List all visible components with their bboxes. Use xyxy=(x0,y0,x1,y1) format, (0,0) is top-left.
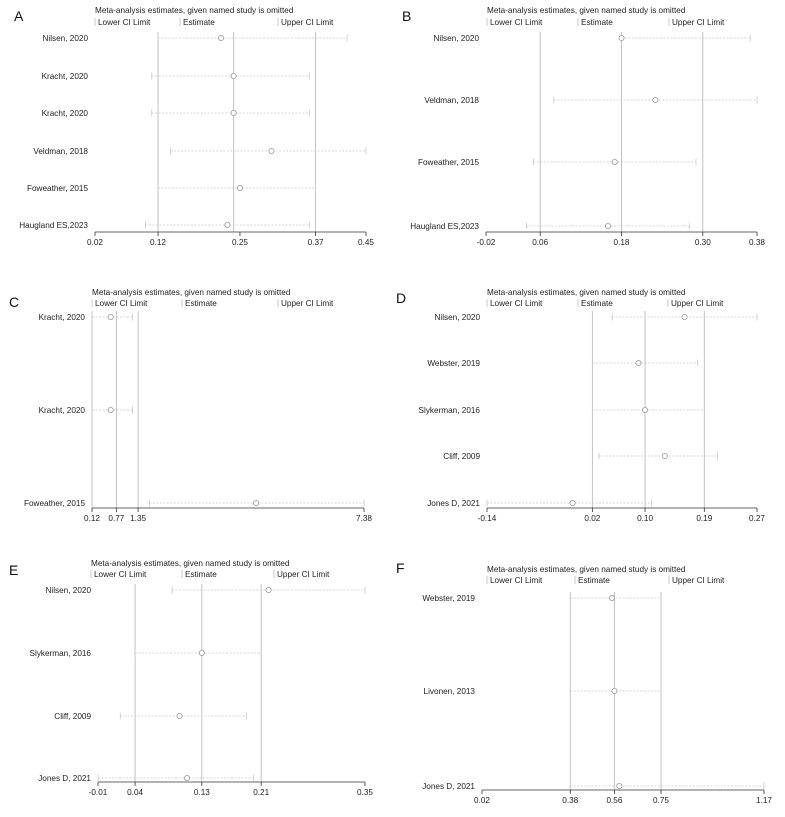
estimate-marker xyxy=(612,688,617,693)
estimate-marker xyxy=(108,314,113,319)
estimate-marker xyxy=(231,110,236,115)
estimate-marker xyxy=(184,775,189,780)
legend-label: Upper CI Limit xyxy=(281,18,334,27)
legend-item xyxy=(182,299,217,308)
legend-label: Estimate xyxy=(183,18,215,27)
study-row xyxy=(19,221,309,230)
x-tick-label: 0.02 xyxy=(474,796,490,805)
estimate-marker xyxy=(218,35,223,40)
x-tick-label: 0.56 xyxy=(606,796,623,805)
legend-label: Upper CI Limit xyxy=(277,570,330,579)
study-label: Nilsen, 2020 xyxy=(434,313,480,322)
study-label: Kracht, 2020 xyxy=(38,313,85,322)
legend-item xyxy=(91,570,147,579)
x-tick-label: 0.25 xyxy=(231,238,248,247)
legend-item xyxy=(487,576,543,585)
legend-label: Lower CI Limit xyxy=(490,18,543,27)
legend-label: Lower CI Limit xyxy=(490,299,543,308)
legend-item xyxy=(487,299,543,308)
x-tick-label: -0.14 xyxy=(477,514,497,523)
estimate-marker xyxy=(253,500,258,505)
panel-letter: D xyxy=(396,290,407,306)
study-row xyxy=(418,158,696,167)
study-label: Jones D, 2021 xyxy=(427,499,480,508)
panel-e xyxy=(0,556,392,806)
estimate-marker xyxy=(653,97,658,102)
study-row xyxy=(410,222,689,231)
legend-label: Lower CI Limit xyxy=(94,570,147,579)
estimate-marker xyxy=(617,783,622,788)
legend-item xyxy=(575,576,610,585)
study-row xyxy=(42,72,310,81)
estimate-marker xyxy=(269,148,274,153)
study-label: Nilsen, 2020 xyxy=(433,34,479,43)
forest-plot xyxy=(0,556,392,806)
study-row xyxy=(424,96,757,105)
study-label: Foweather, 2015 xyxy=(418,158,479,167)
study-label: Kracht, 2020 xyxy=(41,109,88,118)
study-row xyxy=(443,452,717,461)
study-label: Jones D, 2021 xyxy=(38,774,91,783)
x-tick-label: 0.02 xyxy=(584,514,601,523)
estimate-marker xyxy=(266,587,271,592)
legend-item xyxy=(578,299,613,308)
x-tick-label: 1.35 xyxy=(130,514,147,523)
study-label: Webster, 2019 xyxy=(427,359,480,368)
legend-label: Upper CI Limit xyxy=(671,299,724,308)
legend-item xyxy=(669,576,725,585)
legend-item xyxy=(578,18,613,27)
chart-title: Meta-analysis estimates, given named study is omitted xyxy=(487,288,686,297)
estimate-marker xyxy=(108,407,113,412)
study-row xyxy=(427,499,651,508)
study-row xyxy=(424,687,661,696)
study-label: Cliff, 2009 xyxy=(54,712,91,721)
panel-letter: E xyxy=(9,562,19,578)
study-row xyxy=(45,586,365,595)
panel-letter: B xyxy=(402,8,412,24)
chart-title: Meta-analysis estimates, given named study is omitted xyxy=(487,6,686,15)
legend-label: Upper CI Limit xyxy=(672,576,725,585)
x-tick-label: 0.06 xyxy=(532,238,549,247)
estimate-marker xyxy=(199,650,204,655)
legend-label: Upper CI Limit xyxy=(281,299,334,308)
estimate-marker xyxy=(570,500,575,505)
study-label: Jones D, 2021 xyxy=(422,782,475,791)
study-label: Nilsen, 2020 xyxy=(42,34,88,43)
x-tick-label: 0.02 xyxy=(87,238,103,247)
x-tick-label: 7.38 xyxy=(356,514,372,523)
panel-letter: C xyxy=(9,294,20,310)
x-tick-label: 0.30 xyxy=(694,238,711,247)
legend-label: Estimate xyxy=(185,299,217,308)
x-tick-label: 0.38 xyxy=(749,238,765,247)
chart-title: Meta-analysis estimates, given named study is omitted xyxy=(92,288,291,297)
x-tick-label: 0.19 xyxy=(696,514,713,523)
x-tick-label: 0.38 xyxy=(562,796,579,805)
x-tick-label: 0.27 xyxy=(749,514,765,523)
legend-item xyxy=(180,18,215,27)
x-tick-label: -0.02 xyxy=(476,238,496,247)
legend-item xyxy=(278,18,334,27)
study-row xyxy=(24,499,364,508)
x-tick-label: 0.35 xyxy=(357,788,373,797)
study-label: Kracht, 2020 xyxy=(41,72,88,81)
x-tick-label: 0.13 xyxy=(193,788,210,797)
estimate-marker xyxy=(609,595,614,600)
estimate-marker xyxy=(225,222,230,227)
study-label: Haugland ES,2023 xyxy=(410,222,479,231)
x-tick-label: 0.12 xyxy=(150,238,166,247)
legend-item xyxy=(182,570,217,579)
x-tick-label: 0.75 xyxy=(653,796,669,805)
legend-label: Estimate xyxy=(578,576,610,585)
x-tick-label: 0.45 xyxy=(358,238,374,247)
x-tick-label: 0.21 xyxy=(253,788,270,797)
legend-item xyxy=(668,299,724,308)
study-row xyxy=(54,712,246,721)
estimate-marker xyxy=(612,159,617,164)
study-row xyxy=(27,184,316,193)
legend-item xyxy=(278,299,334,308)
legend-label: Estimate xyxy=(581,299,613,308)
estimate-marker xyxy=(662,453,667,458)
panel-a xyxy=(0,0,392,262)
study-label: Nilsen, 2020 xyxy=(45,586,91,595)
x-tick-label: 0.12 xyxy=(84,514,100,523)
x-tick-label: -0.01 xyxy=(88,788,108,797)
x-tick-label: 0.04 xyxy=(127,788,144,797)
panel-f xyxy=(392,556,785,817)
study-row xyxy=(42,34,347,43)
chart-title: Meta-analysis estimates, given named study is omitted xyxy=(487,565,686,574)
forest-plot xyxy=(0,282,392,542)
study-label: Cliff, 2009 xyxy=(443,452,480,461)
x-tick-label: 0.10 xyxy=(637,514,654,523)
study-row xyxy=(434,313,757,322)
chart-title: Meta-analysis estimates, given named study is omitted xyxy=(95,6,294,15)
study-row xyxy=(42,109,310,118)
study-row xyxy=(39,313,133,322)
x-tick-label: 0.18 xyxy=(613,238,630,247)
estimate-marker xyxy=(619,35,624,40)
study-label: Veldman, 2018 xyxy=(424,96,479,105)
study-row xyxy=(30,649,262,658)
study-row xyxy=(39,406,133,415)
estimate-marker xyxy=(237,185,242,190)
study-label: Livonen, 2013 xyxy=(423,687,475,696)
estimate-marker xyxy=(642,407,647,412)
study-row xyxy=(33,147,366,156)
forest-plot xyxy=(392,556,785,817)
x-tick-label: 0.37 xyxy=(307,238,324,247)
study-label: Foweather, 2015 xyxy=(27,184,88,193)
chart-title: Meta-analysis estimates, given named study is omitted xyxy=(91,559,290,568)
forest-plot xyxy=(0,0,392,262)
forest-plot xyxy=(392,0,785,262)
forest-plot xyxy=(392,282,785,542)
study-row xyxy=(422,594,661,603)
x-tick-label: 1.17 xyxy=(756,796,772,805)
legend-item xyxy=(487,18,543,27)
estimate-marker xyxy=(177,713,182,718)
estimate-marker xyxy=(636,360,641,365)
legend-label: Upper CI Limit xyxy=(672,18,725,27)
panel-d xyxy=(392,282,785,542)
study-label: Veldman, 2018 xyxy=(33,147,88,156)
study-label: Haugland ES,2023 xyxy=(19,221,88,230)
legend-label: Lower CI Limit xyxy=(490,576,543,585)
legend-label: Lower CI Limit xyxy=(95,299,148,308)
panel-b xyxy=(392,0,785,262)
study-label: Foweather, 2015 xyxy=(24,499,85,508)
panel-c xyxy=(0,282,392,542)
x-tick-label: 0.77 xyxy=(108,514,125,523)
study-label: Slykerman, 2016 xyxy=(29,649,91,658)
study-row xyxy=(419,406,705,415)
estimate-marker xyxy=(682,314,687,319)
estimate-marker xyxy=(231,73,236,78)
study-label: Slykerman, 2016 xyxy=(418,406,480,415)
legend-item xyxy=(95,18,151,27)
study-row xyxy=(427,359,697,368)
legend-label: Lower CI Limit xyxy=(98,18,151,27)
study-label: Webster, 2019 xyxy=(422,594,475,603)
estimate-marker xyxy=(605,223,610,228)
legend-item xyxy=(669,18,725,27)
legend-label: Estimate xyxy=(581,18,613,27)
study-label: Kracht, 2020 xyxy=(38,406,85,415)
legend-item xyxy=(92,299,148,308)
legend-label: Estimate xyxy=(185,570,217,579)
panel-letter: A xyxy=(14,8,24,24)
legend-item xyxy=(274,570,330,579)
panel-letter: F xyxy=(396,560,405,576)
